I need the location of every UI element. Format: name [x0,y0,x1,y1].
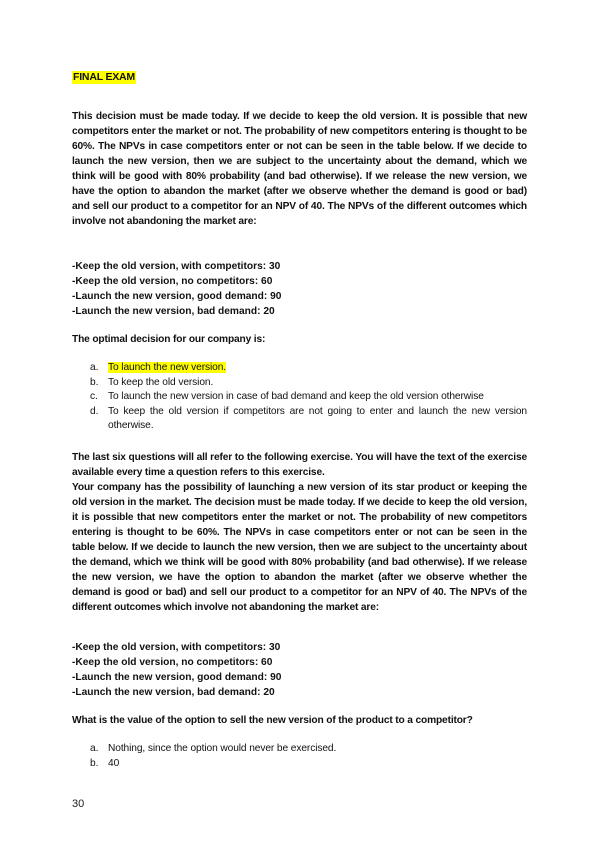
option-letter: a. [90,743,99,754]
option-c[interactable] [90,390,527,405]
options-2 [90,742,527,771]
option-letter: a. [90,362,99,373]
npv-item: -Launch the new version, bad demand: 20 [72,306,275,317]
option-d[interactable] [90,405,527,434]
npv-item: -Keep the old version, no competitors: 60 [72,657,273,668]
question-2: What is the value of the option to sell the new version of the product to a competitor? [72,715,473,726]
option-text: To launch the new version. [108,362,227,373]
option-text: To keep the old version if competitors are not going to enter and launch the new version otherwise. [108,405,527,431]
options-1 [90,361,527,434]
option-letter: b. [90,376,99,388]
intro-paragraph: This decision must be made today. If we decide to keep the old version. It is possible that new competitors enter the market or not. The probability of new competitors entering is thought to be 60%. The NPVs in case competitors enter or not can be seen in the table below. If we decide to launch the new version, then we are subject to the uncertainty about the demand, which we think will be good with 80% probability (and bad otherwise). If we release the new version, we have the option to abandon the market (after we observe whether the demand is good or bad) and sell our product to a competitor for an NPV of 40. The NPVs of the different outcomes which involve not abandoning the market are: [72,111,527,227]
option-b[interactable] [90,757,527,772]
option-text: Nothing, since the option would never be exercised. [108,743,337,754]
option-letter: c. [90,391,98,402]
option-letter: b. [90,757,99,769]
option-text: To keep the old version. [108,376,214,388]
npv-item: -Launch the new version, good demand: 90 [72,291,282,302]
option-text: To launch the new version in case of bad demand and keep the old version otherwise [108,391,484,402]
question-1: The optimal decision for our company is: [72,334,266,345]
npv-item: -Launch the new version, good demand: 90 [72,672,282,683]
option-b[interactable] [90,376,527,391]
option-text: 40 [108,757,120,769]
npv-item: -Launch the new version, bad demand: 20 [72,687,275,698]
npv-item: -Keep the old version, no competitors: 60 [72,276,273,287]
exercise-body: Your company has the possibility of launching a new version of its star product or keeping the old version in the market. The decision must be made today. If we decide to keep the old version, it is possible that new competitors enter the market or not. The probability of new competitors entering is thought to be 60%. The NPVs in case competitors enter or not can be seen in the table below. If we decide to launch the new version, then we are subject to the uncertainty about the demand, which we think will be good with 80% probability (and bad otherwise). If we release the new version, we have the option to abandon the market (after we observe whether the demand is good or bad) and sell our product to a competitor for an NPV of 40. The NPVs of the different outcomes which involve not abandoning the market are: [72,482,527,613]
npv-item: -Keep the old version, with competitors: 30 [72,261,281,272]
npv-item: -Keep the old version, with competitors: 30 [72,642,281,653]
npv-list-1 [72,259,281,319]
option-a[interactable] [90,742,527,757]
exam-title: FINAL EXAM [73,71,135,83]
npv-list-2 [72,640,281,700]
option-a[interactable] [90,361,527,376]
exercise-intro: The last six questions will all refer to the following exercise. You will have the text of the exercise available every time a question refers to this exercise. [72,452,527,478]
page-number: 30 [72,798,85,810]
option-letter: d. [90,405,99,417]
